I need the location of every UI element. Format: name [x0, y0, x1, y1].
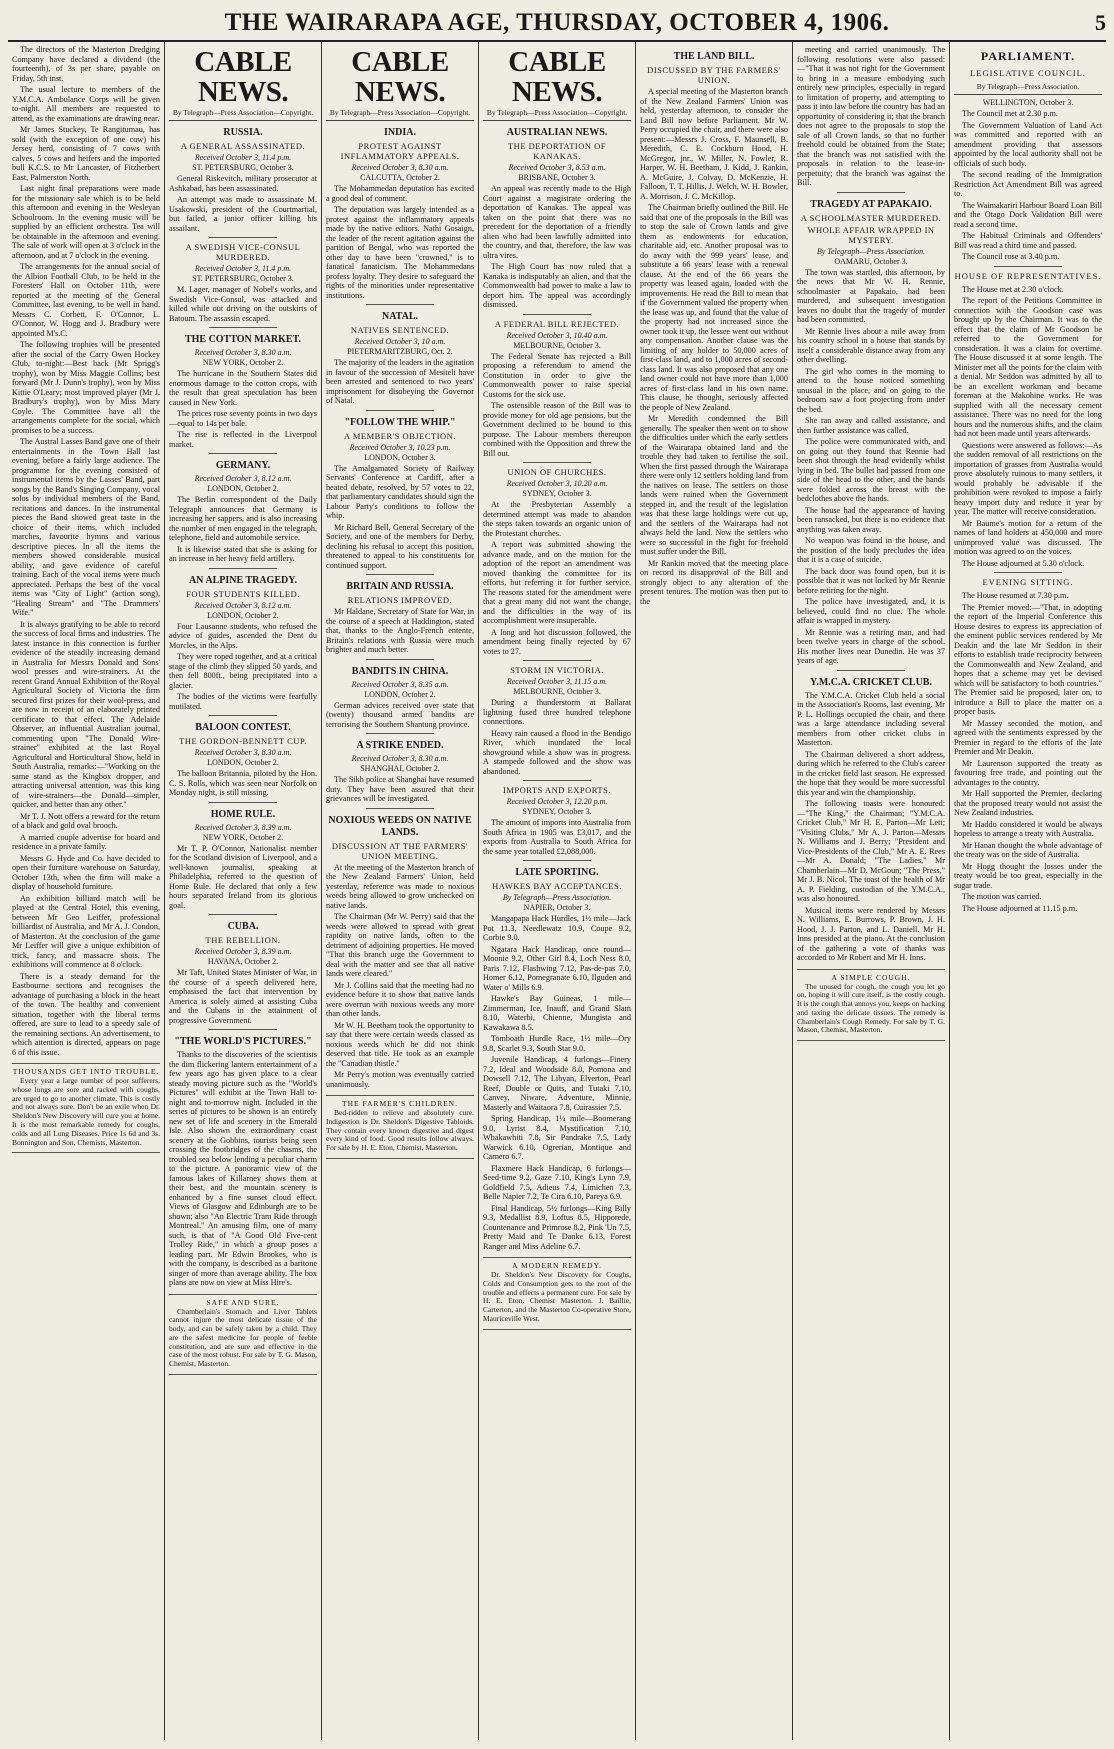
- dateline: SHANGHAI, October 2.: [360, 764, 440, 773]
- paragraph: The High Court has now ruled that a Kanaka is indisputably an alien, and that the Commonwealth had power to make a law to deport him. The appeal was accordingly dismissed.: [483, 262, 631, 309]
- paragraph: The Federal Senate has rejected a Bill proposing a referendum to amend the Constitution in order to give the Commonwealth power to raise special Customs for the sick use.: [483, 351, 631, 399]
- paragraph: Heavy rain caused a flood in the Bendigo River, which inundated the local showground while a show was in progress. A stampede followed and the show was abandoned.: [483, 728, 631, 776]
- paragraph: No weapon was found in the house, and the position of the body precludes the idea that it is a case of suicide.: [797, 536, 945, 564]
- article: [797, 45, 945, 188]
- article: [954, 98, 1102, 262]
- received-line: Received October 3, 8.30 a.m.: [351, 163, 449, 172]
- article-heading: CUBA.: [227, 921, 259, 932]
- paragraph: At the meeting of the Masterton branch of the New Zealand Farmers' Union, held yesterday, reference was made to noxious weeds being allowed to grow unchecked on native lands.: [326, 862, 474, 910]
- article: [483, 860, 631, 1251]
- paragraph: The report of the Petitions Committee in connection with the Goodson case was brought up by the Chairman. It was to the effect that the claim of Mr Goodson be referred to the Government for consideration. It was a claim for overtime. The House discussed it at some length. The Minister met all the points for the claim with a denial. Mr Seddon was admitted by all to be an excellent workman and became foreman at the Makohine works. He was supplied with all the necessary cement assistance. There was no need for the long hours and the numerous shifts, and the claim had not been made until years afterwards.: [954, 296, 1102, 438]
- article-heading: Y.M.C.A. CRICKET CLUB.: [810, 676, 932, 688]
- paragraph: An exhibition billiard match will be played at the Central Hotel, this evening, between Mr Geo Leiffer, professional billiardist of Australia, and Mr A. J. Condon, of Masterton. At the conclusion of the game Mr Leiffer will give a unique exhibition of trick, fancy, and massacre shots. The exhibitions will commence at 8 o'clock.: [12, 893, 160, 969]
- article-heading: BALOON CONTEST.: [195, 722, 291, 733]
- paragraph: The Chairman (Mr W. Perry) said that the weeds were allowed to spread with great rapidity on native lands, often to the detriment of adjoining properties. He moved "That this branch urge the Government to deal with the matter and see that all native lands were cleared.": [326, 912, 474, 978]
- article-heading: A STRIKE ENDED.: [356, 740, 444, 751]
- received-line: Received October 3, 11.4 p.m.: [194, 153, 292, 162]
- paragraph: Mr Rennie was a retiring man, and had been twelve years in charge of the school. His mother lives near Dunedin. He was 37 years of age.: [797, 627, 945, 665]
- column-4: [479, 42, 636, 1740]
- dateline: LONDON, October 2.: [207, 484, 279, 493]
- article: [797, 670, 945, 963]
- paragraph: Mr Richard Bell, General Secretary of the Society, and one of the members for Derby, declining his refusal to accept this position, threatened to appeal to his constituents for continued support.: [326, 522, 474, 570]
- dateline: ST. PETERSBURG, October 3.: [192, 274, 294, 283]
- paragraph: The Chairman briefly outlined the Bill. He said that one of the proposals in the Bill was to stop the sale of Crown lands and give them as endowments for education, charitable aid, etc. Another proposal was to do away with the 999 years' lease, and substitute a 66 years' lease with a renewal clause. At the end of the 66 years the property was leased again, loaded with the improvements. He read the Bill to mean that if the Government valued the property when the lease was up, and found that the value of the property had not increased since the owner took it up, the lessee went out without any compensation. Another clause was the limiting of any holder to 50,000 acres of first-class land, and to 1,000 acres of second-class land. It was also proposed that any one land owner could not have more than 1,000 acres of first-class land in his own name. This clause, he thought, seriously affected the people of New Zealand.: [640, 203, 789, 412]
- article-heading: AUSTRALIAN NEWS.: [506, 127, 608, 138]
- paragraph: They were roped together, and at a critical stage of the climb they slipped 50 yards, and then fell 800ft., being precipitated into a glacier.: [169, 652, 317, 690]
- paragraph: It is always gratifying to be able to record the success of local firms and industries. The latest instance in this connection is further evidence of the steadily increasing demand in Australia for Messrs Donald and Sons' wool presses and wire-strainers. At the recent Grand Annual Exhibition of the Royal Agricultural Society of Victoria the firm secured first prizes for their wool-press, and are now in receipt of an elaborately printed certificate to that effect. The Adelaide Observer, an influential Australian journal, commenting upon "The Donald Wire-strainer" exhibited at the last Royal Agricultural and Horticultural Show, held in South Australia, remarks:—"Working on the same stand as the Kingbox dropper, and attracting universal attention, was this king of wire-strainers—the Donald—simpler, quicker, and better than any other.": [12, 619, 160, 809]
- paragraph: Final Handicap, 5½ furlongs—King Billy 9.3, Medallist 8.9, Loftus 8.5, Hipporede, Countenance and Primrose 8.2, Pink 'Un 7.5, Pretty Maid and Te Danke 6.13, Forest Ranger and Miss Adeline 6.7.: [483, 1203, 631, 1251]
- article-subheading: THE GORDON-BENNETT CUP.: [179, 736, 307, 746]
- divider-rule: [366, 304, 434, 305]
- paragraph: Mr Perry's motion was eventually carried unanimously.: [326, 1070, 474, 1089]
- article: [483, 660, 631, 776]
- paragraph: The back door was found open, but it is possible that it was not locked by Mr Rennie before retiring for the night.: [797, 566, 945, 595]
- article-heading: "FOLLOW THE WHIP.": [344, 416, 456, 428]
- advertisement: [12, 1063, 160, 1153]
- article-heading: NOXIOUS WEEDS ON NATIVE LANDS.: [328, 814, 472, 838]
- paragraph: Mr Haddo considered it would be always hopeless to arrange a treaty with Australia.: [954, 819, 1102, 838]
- paragraph: The directors of the Masterton Dredging Company have declared a dividend (the fourteenth), of 3s per share, payable on Friday, 5th inst.: [12, 45, 160, 83]
- divider-rule: [837, 670, 905, 671]
- received-line: By Telegraph—Press Association.: [502, 893, 612, 902]
- paragraph: Mr Laurenson supported the treaty as favouring free trade, and pointing out the advantages to the country.: [954, 758, 1102, 787]
- section-heading: EVENING SITTING.: [982, 577, 1074, 587]
- divider-rule: [209, 914, 277, 915]
- paragraph: The rise is reflected in the Liverpool market.: [169, 430, 317, 449]
- paragraph: The balloon Britannia, piloted by the Hon. C. S. Rolls, which was seen near Norfolk on Monday night, is still missing.: [169, 769, 317, 797]
- paragraph: The police were communicated with, and on going out they found that Rennie had been shot through the head evidently whilst lying in bed. The bullet had passed from one side of the head to the other, and the hands were folded across the breast with the bedclothes above the hands.: [797, 437, 945, 503]
- parliament-heading: PARLIAMENT.: [980, 49, 1076, 63]
- dateline: LONDON, October 2.: [207, 610, 279, 620]
- paragraph: Mr Haldane, Secretary of State for War, in the course of a speech at Haddington, stated that, thanks to the Anglo-French entente, Britain's relations with Russia were much brighter and much better.: [326, 607, 474, 654]
- article-subheading: PROTEST AGAINST INFLAMMATORY APPEALS.: [340, 141, 460, 161]
- paragraph: The ostensible reason of the Bill was to provide money for old age pensions, but the Government declined to be bound to this purpose. The Labour members thereupon combined with the Opposition and threw the Bill out.: [483, 401, 631, 458]
- paragraph: The House adjourned at 5.30 o'clock.: [962, 558, 1085, 568]
- article: [483, 780, 631, 856]
- received-line: Received October 3, 10 a.m.: [354, 337, 446, 346]
- section-heading: LEGISLATIVE COUNCIL.: [970, 68, 1086, 78]
- article-subheading: WHOLE AFFAIR WRAPPED IN MYSTERY.: [807, 224, 935, 245]
- article: [326, 410, 474, 571]
- paragraph: Mangapapa Hack Hurdles, 1½ mile—Jack Pot 11.3, Needlewatz 10.9, Coupe 9.2, Corbie 9.0.: [483, 914, 631, 942]
- article-subheading: UNION OF CHURCHES.: [507, 467, 607, 477]
- received-line: Received October 3, 8.39 a.m.: [194, 947, 292, 956]
- paragraph: The Sikh police at Shanghai have resumed duty. They have been assured that their grievances will be investigated.: [326, 775, 474, 803]
- paragraph: The House met at 2.30 o'clock.: [962, 284, 1064, 294]
- article-heading: TRAGEDY AT PAPAKAIO.: [810, 198, 932, 210]
- column-6: [793, 42, 950, 1740]
- paragraph: The Premier moved:—"That, in adopting the report of the Imperial Conference this House desires to express its appreciation of the eminent public services rendered by Mr Deakin and the late Mr Seddon in their efforts to establish trade reciprocity between the Commonwealth and New Zealand, and hopes that a scheme may yet be devised which will be satisfactory to both countries." The Premier said he proposed, later on, to introduce a Bill to place the matter on a proper basis.: [954, 602, 1102, 716]
- article-heading: RUSSIA.: [223, 127, 263, 138]
- dateline: OAMARU, October 3.: [834, 256, 908, 266]
- advertisement-text: Chamberlain's Stomach and Liver Tablets cannot injure the most delicate tissue of the body, and can be safely taken by a child. They are the safest medicine for people of feeble constitution, and are sure and effective in the case of the most robust. For sale by T. G. Mason, Chemist, Masterton.: [169, 1306, 317, 1369]
- paragraph: Tomboath Hurdle Race, 1½ mile—Ory 9.8, Scarlet 9.3, South Star 9.0.: [483, 1034, 631, 1053]
- divider-rule: [523, 660, 591, 661]
- article-heading: "THE WORLD'S PICTURES.": [174, 1036, 312, 1047]
- article-subheading: FOUR STUDENTS KILLED.: [186, 588, 300, 599]
- article: [483, 314, 631, 459]
- dateline: CALCUTTA, October 2.: [360, 173, 440, 182]
- paragraph: General Riskevitch, military prosecutor at Ashkabad, has been assassinated.: [169, 174, 317, 193]
- article: [797, 192, 945, 666]
- article: [169, 1029, 317, 1288]
- divider-rule: [523, 780, 591, 781]
- paragraph: Mr Rankin moved that the meeting place on record its disapproval of the Bill and strongly object to any alteration of the present tenures. The motion was then put to the: [640, 558, 788, 606]
- article-subheading: A FEDERAL BILL REJECTED.: [494, 318, 620, 329]
- paragraph: Four Lausanne students, who refused the advice of guides, ascended the Dent du Morcles, in the Alps.: [169, 621, 317, 650]
- telegraph-credit: By Telegraph—Press Association—Copyright.: [483, 108, 631, 121]
- paragraph: She ran away and called assistance, and then further assistance was called.: [797, 416, 945, 435]
- paragraph: The House resumed at 7.30 p.m.: [962, 591, 1069, 600]
- paragraph: The Council rose at 3.40 p.m.: [962, 252, 1060, 261]
- paragraph: The second reading of the Immigration Restriction Act Amendment Bill was agreed to.: [954, 170, 1102, 198]
- advertisement: [797, 969, 945, 1042]
- advertisement-heading: THE FARMER'S CHILDREN.: [342, 1099, 458, 1108]
- paragraph: The house had the appearance of having been ransacked, but there is no evidence that anything was taken away.: [797, 505, 945, 534]
- article-subheading: A GENERAL ASSASSINATED.: [180, 141, 306, 151]
- article-heading: THE LAND BILL.: [673, 51, 755, 62]
- divider-rule: [209, 1029, 277, 1030]
- article-subheading: NATIVES SENTENCED.: [350, 325, 450, 335]
- advertisement-heading: A MODERN REMEDY.: [512, 1261, 602, 1270]
- article-heading: NATAL.: [381, 311, 419, 322]
- paragraph: Hawke's Bay Guineas, 1 mile—Zimmerman, Ice, Inauff, and Grand Slam 8.10, Waterbi, Chienne, Mungista and Kawakawa 8.5.: [483, 994, 631, 1032]
- paragraph: The Berlin correspondent of the Daily Telegraph announces that Germany is increasing her sappers, and is also increasing the number of men engaged in the telegraph, telephone, field and automobile service.: [169, 495, 317, 542]
- paragraph: The following trophies will be presented after the social of the Carry Owen Hockey Club, to-night:—Best back (Mr Sprigg's trophy), won by Miss Maggie Collins; best forward (Mr J. Dunn's trophy), won by Miss Kittie O'Leary; most improved player (Mr J. Bradbury's trophy), won by Miss Mary Coyle. The Committee have all the arrangements complete for the social, which promises to be a success.: [12, 340, 160, 435]
- paragraph: Mr Hogg thought the losses under the treaty would be too great, especially in the sugar trade.: [954, 861, 1102, 890]
- divider-rule: [523, 462, 591, 463]
- article-subheading: A SCHOOLMASTER MURDERED.: [800, 212, 942, 223]
- page-number: 5: [1095, 10, 1106, 35]
- paragraph: Mr Massey seconded the motion, and agreed with the sentiments expressed by the Premier in regard to the efforts of the late Premier and Mr Deakin.: [954, 718, 1102, 756]
- advertisement-heading: THOUSANDS GET INTO TROUBLE.: [12, 1067, 160, 1076]
- paragraph: The town was startled, this afternoon, by the news that Mr W. H. Rennie, schoolmaster at Papakaio, had been murdered, and subsequent investigation leaves no doubt that the tragedy of murder had been committed.: [797, 267, 945, 324]
- paragraph: The Austral Lasses Band gave one of their entertainments in the Town Hall last evening, before a fairly large audience. The programme for the evening consisted of instrumental items by the Lasses' Band, part songs by the Band's Singing Company, vocal solos by individual members of the Band, recitations and dances. In the instrumental pieces the Band showed great taste in the choice of their items, which included marches, favourite hymns and various descriptive pieces. In all the items the members showed considerable musical ability, and gave evidence of careful training. Each of the vocal items were much appreciated. Perhaps the best of the vocal items was "City of Light" (action song), "Healing Stream" and "The Drummers' Wife.": [12, 437, 160, 617]
- dateline: LONDON, October 3.: [364, 452, 436, 462]
- dateline: ST. PETERSBURG, October 3.: [192, 163, 294, 172]
- column-3: [322, 42, 479, 1740]
- paragraph: A special meeting of the Masterton branch of the New Zealand Farmers' Union was held, yesterday afternoon, to consider the Land Bill now before Parliament. Mr W. Perry occupied the chair, and there were also present:—Messrs J. Cross, F. Maunsell, B. Meredith, C. E. Cockburn Hood, H. McGregor, jnr., W. Miller, N. Fowler, R. Harper, W. H. Beetham, J. Kidd, J. Rankin, A. McGuire, J. Colvay, D. McKenzie, H. Falloon, T. T. Hillis, J. Welch, W. H. Bowler, A. Morrison, J. C. McKillop.: [640, 87, 788, 201]
- column-7: [950, 42, 1106, 1740]
- paragraph: M. Lager, manager of Nobel's works, and Swedish Vice-Consul, was attacked and killed while out driving on the outskirts of Batoum. The assassin escaped.: [169, 285, 317, 323]
- dateline: NAPIER, October 3.: [523, 903, 591, 912]
- article: [169, 237, 317, 323]
- received-line: Received October 3, 11.15 a.m.: [506, 677, 608, 686]
- article: [483, 462, 631, 656]
- paragraph: There is a steady demand for the Eastbourne sections and recognises the advantage of purchasing a block in the heart of the town. The healthy and convenient situation, together with the liberal terms offered, are sure to lead to a speedy sale of the remaining sections. An advertisement, to which attention is directed, appears on page 6 of this issue.: [12, 971, 160, 1057]
- paragraph: German advices received over state that (twenty) thousand armed bandits are terrorising the Southern Shantung province.: [326, 700, 474, 729]
- paragraph: The House adjourned at 11.15 p.m.: [962, 903, 1078, 913]
- article: [954, 572, 1102, 913]
- advertisement-text: Every year a large number of poor sufferers, whose lungs are sore and racked with coughs, are urged to go to another climate. This is costly and not always sure. Don't be an exile when Dr. Sheldon's New Discovery will cure you at home. It is the most remarkable remedy for coughs, colds and all Lung Diseases. Price 1s 6d and 3s. Bonnington and Son, Chemists, Masterton.: [12, 1076, 160, 1147]
- paragraph: Mr Baume's motion for a return of the names of land holders at 450,000 and more unimproved value was discussed. The motion was agreed to on the voices.: [954, 518, 1102, 556]
- article: [326, 127, 474, 300]
- article-subheading: THE REBELLION.: [205, 935, 281, 945]
- article-subheading: IMPORTS AND EXPORTS.: [503, 785, 611, 795]
- paragraph: An attempt was made to assassinate M. Usakowski, president of the Courtmartial, but failed, a junior officer killing his assailant.: [169, 195, 317, 233]
- dateline: LONDON, October 2.: [207, 758, 279, 767]
- telegraph-credit: By Telegraph—Press Association—Copyright.: [326, 108, 474, 121]
- paragraph: The hurricane in the Southern States did enormous damage to the cotton crops, with the result that great speculation has been caused in New York.: [169, 369, 317, 407]
- section-heading: HOUSE OF REPRESENTATIVES.: [954, 270, 1102, 281]
- dateline: HAVANA, October 2.: [207, 957, 279, 966]
- paragraph: Last night final preparations were made for the missionary sale which is to be held this afternoon and evening in the Wesleyan Schoolroom. In the evening music will be supplied by an efficient orchestra. Tea will be obtainable in the afternoon and evening. The sale of work will open at 3 o'clock in the afternoon, and at 7 o'clock in the evening.: [12, 184, 160, 260]
- divider-rule: [994, 266, 1062, 267]
- received-line: Received October 3, 10.20 a.m.: [506, 479, 608, 488]
- cable-news-heading: CABLE NEWS.: [508, 46, 606, 108]
- divider-rule: [209, 802, 277, 803]
- paragraph: An appeal was recently made to the High Court against a magistrate ordering the deportation of Kanakas. The appeal was taken on the point that there was no precedent for the deportation of a friendly alien who had been lawfully admitted into the country, and that, therefore, the law was ultra vires.: [483, 184, 631, 260]
- received-line: Received October 3, 8.39 a.m.: [194, 822, 292, 832]
- article: [326, 574, 474, 655]
- paragraph: The arrangements for the annual social of the Albion Football Club, to be held in the Foresters' Hall on October 11th, were reported at the meeting of the General Committee, last evening, to be well in hand. Messrs C. Corbett, F. O'Connor, L. O'Connor, W. Hogg and J. Bradbury were appointed M's.C.: [12, 262, 160, 338]
- advertisement-text: Bed-ridden to relieve and absolutely cure. Indigestion is Dr. Sheldon's Digestive Tabloids. They contain every known digestive and digest every kind of food. Good results follow always. For sale by H. E. Eton, Chemist, Masterton.: [326, 1108, 474, 1153]
- received-line: Received October 3, 8.12 a.m.: [194, 474, 292, 483]
- divider-rule: [366, 808, 434, 809]
- paragraph: The Y.M.C.A. Cricket Club held a social in the Association's Rooms, last evening. Mr P. L. Hollings occupied the chair, and there was a large attendance including several members from other cricket clubs in Masterton.: [797, 690, 945, 747]
- article: [326, 808, 474, 1090]
- article-subheading: HAWKES BAY ACCEPTANCES.: [492, 881, 622, 891]
- paragraph: At the Presbyterian Assembly a determined attempt was made to abandon the steps taken towards an organic union of the Protestant churches.: [483, 500, 631, 538]
- paragraph: Flaxmere Hack Handicap, 6 furlongs—Seed-time 9.2, Gaze 7.10, King's Lynn 7.9, Goldfield 7.5, Adieus 7.4, Limichen 7.3, Belle Napier 7.2, Te Cira 6.10, Pareya 6.9.: [483, 1163, 631, 1201]
- divider-rule: [366, 659, 434, 660]
- divider-rule: [209, 715, 277, 716]
- paragraph: The Government Valuation of Land Act was committed and reported with an amendment providing that assessors appointed by the local authority shall not be officials of such body.: [954, 120, 1102, 168]
- paragraph: During a thunderstorm at Ballarat lightning fused three hundred telephone connections.: [483, 698, 631, 726]
- paragraph: The Waimakariri Harbour Board Loan Bill and the Otago Dock Validation Bill were read a second time.: [954, 200, 1102, 229]
- paragraph: The girl who comes in the morning to attend to the house noticed something unusual in the place, and on going to the bedroom saw a foot projecting from under the bed.: [797, 366, 945, 414]
- article: [169, 327, 317, 449]
- divider-rule: [994, 572, 1062, 573]
- dateline: MELBOURNE, October 3.: [513, 687, 601, 696]
- received-line: Received October 3, 10.40 a.m.: [506, 330, 608, 340]
- advertisement-heading: SAFE AND SURE.: [206, 1297, 280, 1307]
- paragraph: It is likewise stated that she is asking for an increase in her heavy field artillery.: [169, 544, 317, 563]
- divider-rule: [366, 733, 434, 734]
- paragraph: A report was submitted showing the advance made, and on the motion for the adoption of the report an amendment was moved thanking the committee for its efforts, but referring it for further service. The reasons stated for the amendment were that a great many did not want the change, and the difficulties in the way of its accomplishment were insuperable.: [483, 540, 631, 625]
- paragraph: Mr Meredith condemned the Bill generally. The speaker then went on to show the difficulties under which the early settlers of the Wairarapa obtained land and the trouble they had taken to fertilise the soil. When the first passed through the Wairarapa there were only 12 settlers holding land from the natives on lease. The settlers on those lands were ruined when the Government stepped in, and the result of the legislation was that these large holdings were cut up, and the settlers of the Wairarapa had not always held the land. Now the settlers who were so successful in the fight for freehold must suffer under the Bill.: [640, 414, 788, 556]
- column-2: [165, 42, 322, 1740]
- divider-rule: [209, 237, 277, 238]
- paragraph: A married couple advertise for board and residence in a private family.: [12, 832, 160, 851]
- article-heading: BANDITS IN CHINA.: [351, 665, 449, 677]
- paragraph: The amount of imports into Australia from South Africa in 1905 was £3,017, and the exports from Australia to South Africa for the same year totalled £2,088,000.: [483, 818, 631, 856]
- paragraph: Juvenile Handicap, 4 furlongs—Finery 7.2, Ideal and Woodside 8.0, Pomona and Dowsell 7.12, The Libyan, Elverton, Pearl Reef, Double or Quits, and Tutaki 7.10, Canvey, Niware, Adventure, Minnie, Masterly and Waitaora 7.8, Cuirassier 7.5.: [483, 1055, 631, 1112]
- article-heading: BRITAIN AND RUSSIA.: [346, 581, 454, 592]
- article-heading: LATE SPORTING.: [515, 867, 599, 878]
- divider-rule: [523, 860, 591, 861]
- article: [169, 914, 317, 1025]
- article: [326, 733, 474, 804]
- dateline: SYDNEY, October 3.: [522, 807, 592, 816]
- article: [326, 659, 474, 730]
- paragraph: The bodies of the victims were fearfully mutilated.: [169, 692, 317, 711]
- dateline: WELLINGTON, October 3.: [982, 98, 1074, 107]
- paragraph: Mr Taft, United States Minister of War, in the course of a speech delivered here, emphasised the fact that intervention by America is solely aimed at assisting Cuba and the Cubans in the attainment of progressive Government.: [169, 968, 317, 1025]
- paragraph: Mr Rennie lives about a mile away from his country school in a house that stands by itself a considerable distance away from any other dwelling.: [797, 326, 945, 364]
- article-subheading: A MEMBER'S OBJECTION.: [344, 430, 456, 441]
- paragraph: Mr Hall supported the Premier, declaring that the proposed treaty would not assist the New Zealand industries.: [954, 789, 1102, 817]
- divider-rule: [366, 574, 434, 575]
- received-line: Received October 3, 12.20 p.m.: [506, 797, 608, 806]
- divider-rule: [837, 192, 905, 193]
- masthead-title: THE WAIRARAPA AGE, THURSDAY, OCTOBER 4, 1906.: [224, 9, 890, 36]
- article-heading: GERMANY.: [215, 460, 271, 471]
- article: [954, 266, 1102, 569]
- advertisement-text: Dr. Sheldon's New Discovery for Coughs, Colds and Consumption gets to the root of the trouble and effects a permanent cure. For sale by H. E. Eton, Chemist Masterton. J. Baillie, Carterton, and the Masterton Co-operative Store, Mauriceville West.: [483, 1270, 631, 1323]
- masthead: [8, 6, 1106, 42]
- paragraph: Mr J. Collins said that the meeting had no evidence before it to show that native lands were overrun with noxious weeds any more than other lands.: [326, 980, 474, 1018]
- article-subheading: DISCUSSED BY THE FARMERS' UNION.: [647, 65, 781, 85]
- paragraph: Spring Handicap, 1¼ mile—Boomerang 9.0, Lyrist 8.4, Mystification 7.10, Whakawhiti 7.8, Sir Pandrake 7.5, Lady Warwick 6.10, Ogrerian, Montique and Carnero 6.7.: [483, 1114, 631, 1161]
- advertisement: [483, 1257, 631, 1330]
- paragraph: The following toasts were honoured:—"The King," the Chairman; "Y.M.C.A. Cricket Club," Mr H. E. Parton—Mr Lett; "Visiting Clubs," Mr A. J. Parton—Messrs N. Williams and J. Berry; "President and Vice-Presidents of the Club," Mr A. E. Rees—Mr A. Donald; "The Ladies," Mr Chamberlain—Mr D. McGoun; "The Press," Mr J. B. Nicol. The toast of the health of Mr A. P. Fielding, custodian of the Y.M.C.A., was also honoured.: [797, 799, 945, 903]
- article: [169, 802, 317, 911]
- divider-rule: [209, 568, 277, 569]
- paragraph: Thanks to the discoveries of the scientists the dim flickering lantern entertainment of a few years ago has given place to a clear steady moving picture such as the "World's Pictures" will exhibit at the Town Hall to-night and to-morrow night. Included in the series of pictures to be shown is an entirely new set of life and scenery in the Emerald Isle. Also shown the extraordinary coast scenery at the Gobbins, tourists being seen crossing the footbridges of the chasms, the troubled sea below lending a peculiar charm to the picture. A panoramic view of the famous lakes of Killarney shows them at their best, and the mountain scenery is enhanced by a fine sunset cloud effect. Views of Glasgow and Edinburgh are to be shown; also "An Electric Tram Ride through Montreal." An amusing film, one of many such, is that of "A Good Old Five-cent Trolley Ride," in which a group poses a leading part. Mr Edwin Brookes, who is with the company, is described as a baritone singer of more than average ability. The box plans are now on view at Miss Hire's.: [169, 1050, 317, 1287]
- paragraph: Ngatara Hack Handicap, once round—Moonie 9.2, Other Girl 8.4, Loch Ness 8.0, Paris 7.12, Flashwing 7.12, Pas-de-pas 7.0, Homer 6.12, Pomegranate 6.10, Ilguden and Water o' Mills 6.9.: [483, 944, 631, 992]
- paragraph: Musical items were rendered by Messrs N. Williams, E. Burrows, P. Brown, J. H. Hood, J. J. Parton, and L. Daniell. Mr H. Inns presided at the piano. At the conclusion of the gathering a vote of thanks was accorded to Mr Robert and Mr H. Inns.: [797, 905, 945, 962]
- divider-rule: [523, 314, 591, 315]
- article-subheading: THE DEPORTATION OF KANAKAS.: [507, 141, 606, 161]
- article: [169, 715, 317, 798]
- paragraph: The Habitual Criminals and Offenders' Bill was read a third time and passed.: [954, 231, 1102, 250]
- paragraph: Mr T. P. O'Connor, Nationalist member for the Scotland division of Liverpool, and a well-known journalist, speaking at Philadelphia, referred to the question of Home Rule. He declared that only a few hours separated Ireland from its glorious goal.: [169, 843, 317, 910]
- received-line: Received October 3, 8.30 a.m.: [351, 754, 449, 763]
- article: [169, 453, 317, 564]
- cable-news-heading: CABLE NEWS.: [194, 46, 292, 108]
- columns: [8, 42, 1106, 1740]
- paragraph: The Council met at 2.30 p.m.: [962, 109, 1058, 118]
- paragraph: meeting and carried unanimously. The following resolutions were also passed:—"That it was not right for the Government to bring in a measure embodying such entirely new principles, especially in regard to limitation of property, and attempting to pass it into law before the country has had an opportunity of considering it; that the branch does not agree to the proposals to stop the sale of all Crown lands, so that no further freehold could be obtained from the State; that the branch was not satisfied with the proposals in relation to the lease-in-perpetuity; that the branch was against the Bill.: [797, 45, 946, 187]
- received-line: Received October 3, 11.4 p.m.: [194, 264, 292, 273]
- dateline: BRISBANE, October 3.: [518, 173, 596, 182]
- paragraph: Mr Hanan thought the whole advantage of the treaty was on the side of Australia.: [954, 840, 1102, 859]
- column-1: [8, 42, 165, 1740]
- article: [169, 127, 317, 233]
- article-heading: AN ALPINE TRAGEDY.: [188, 574, 298, 586]
- article-heading: INDIA.: [384, 127, 416, 138]
- received-line: Received October 3, 8.30 a.m.: [194, 748, 292, 757]
- paragraph: The prices rose seventy points in two days—equal to 14s per bale.: [169, 409, 317, 428]
- article-subheading: DISCUSSION AT THE FARMERS' UNION MEETING.: [331, 840, 469, 861]
- article-heading: THE COTTON MARKET.: [184, 334, 302, 345]
- dateline: LONDON, October 2.: [364, 689, 436, 699]
- received-line: Received October 3, 8.30 a.m.: [194, 348, 292, 357]
- telegraph-credit: By Telegraph—Press Association.: [954, 82, 1102, 95]
- telegraph-credit: By Telegraph—Press Association—Copyright.: [169, 108, 317, 121]
- dateline: NEW YORK, October 2.: [202, 832, 284, 842]
- paragraph: The deputation was largely intended as a protest against the inflammatory appeals made by the native editors. Nathi Gosaign, the leader of the recent agitation against the partition of Bengal, who was reported the other day to have been "crowned," is to fanatical fanaticism. The Mohammedans profess loyalty. They desire to safeguard the rights of the minorities under representative institutions.: [326, 205, 474, 300]
- dateline: SYDNEY, October 3.: [522, 489, 592, 498]
- received-line: Received October 3, 10.23 p.m.: [349, 442, 451, 452]
- dateline: MELBOURNE, October 3.: [513, 340, 601, 350]
- received-line: Received October 3, 8.35 a.m.: [351, 679, 449, 689]
- article: [483, 127, 631, 310]
- article-heading: HOME RULE.: [210, 808, 276, 820]
- advertisement-text: The unused for cough, the cough you let go on, hoping it will cure itself, is the costly cough. It is the cough that annoys you, keeps on hacking and taxing the delicate tissues. The remedy is Chamberlain's Cough Remedy. For sale by T. G. Mason, Chemist, Masterton.: [797, 981, 945, 1035]
- received-line: Received October 3, 8.12 a.m.: [194, 600, 292, 610]
- paragraph: The majority of the leaders in the agitation in favour of the succession of Mesiteli have been arrested and sentenced to two years' imprisonment for disobeying the Governor of Natal.: [326, 358, 474, 405]
- dateline: NEW YORK, October 2.: [202, 358, 284, 367]
- article-subheading: STORM IN VICTORIA.: [510, 665, 604, 675]
- divider-rule: [209, 453, 277, 454]
- paragraph: Questions were answered as follows:—As the sudden removal of all restrictions on the importation of grasses from Australia would prove absolutely ruinous to many settlers, it would probably be advisable if the prohibition were revoked to impose a fairly heavy import duty and reduce it year by year. The matter will receive consideration.: [954, 440, 1102, 516]
- paragraph: The Amalgamated Society of Railway Servants' Conference at Cardiff, after a heated debate, resolved, by 57 votes to 22, that parliamentary candidates should sign the Labour Party's conditions to follow the whip.: [326, 463, 475, 520]
- advertisement-heading: A SIMPLE COUGH.: [831, 972, 911, 982]
- cable-news-heading: CABLE NEWS.: [351, 46, 449, 108]
- article: [640, 51, 788, 606]
- advertisement: [169, 1294, 317, 1376]
- received-line: By Telegraph—Press Association.: [816, 246, 926, 256]
- paragraph: The motion was carried.: [962, 892, 1042, 901]
- article: [169, 568, 317, 712]
- dateline: PIETERMARITZBURG, Oct. 2.: [347, 347, 453, 356]
- article-subheading: RELATIONS IMPROVED.: [347, 595, 453, 605]
- article: [326, 304, 474, 406]
- paragraph: The police have investigated, and, it is believed, could find no clue. The whole affair is wrapped in mystery.: [797, 597, 945, 625]
- paragraph: Messrs G. Hyde and Co. have decided to open their furniture warehouse on Saturday, October 13th, when the firm will make a display of household furniture.: [12, 853, 160, 891]
- paragraph: The Mohammedan deputation has excited a good deal of comment.: [326, 184, 474, 203]
- article-subheading: A SWEDISH VICE-CONSUL MURDERED.: [185, 242, 301, 262]
- column-5: [636, 42, 793, 1740]
- divider-rule: [209, 327, 277, 328]
- divider-rule: [366, 410, 434, 411]
- paragraph: Mr James Stuckey, Te Rangitumau, has sold (with the exception of one cow) his Jersey herd, consisting of 7 cows with calves, 5 cows and heifers and the imported bull K.C.S. to Mr Lancaster, of Fitzherbert East, Palmerston North.: [12, 125, 160, 182]
- advertisement: [326, 1095, 474, 1159]
- paragraph: The usual lecture to members of the Y.M.C.A. Ambulance Corps will be given to-night. All members are requested to attend, as the examinations are drawing near.: [12, 85, 160, 123]
- paragraph: Mr T. J. Nott offers a reward for the return of a black and gold oval brooch.: [12, 811, 160, 830]
- paragraph: A long and hot discussion followed, the amendment being finally rejected by 67 votes to 27.: [483, 627, 631, 656]
- paragraph: Mr W. H. Beetham took the opportunity to say that there were certain weeds classed as noxious weeds which he did not think deserved that title. He took as an example the "Canadian thistle.": [326, 1020, 474, 1068]
- received-line: Received October 3, 8.53 a.m.: [508, 163, 606, 172]
- paragraph: The Chairman delivered a short address, during which he referred to the Club's career in the cricket field last season. He expressed the hope that they would be more successful this year and win the championship.: [797, 749, 945, 797]
